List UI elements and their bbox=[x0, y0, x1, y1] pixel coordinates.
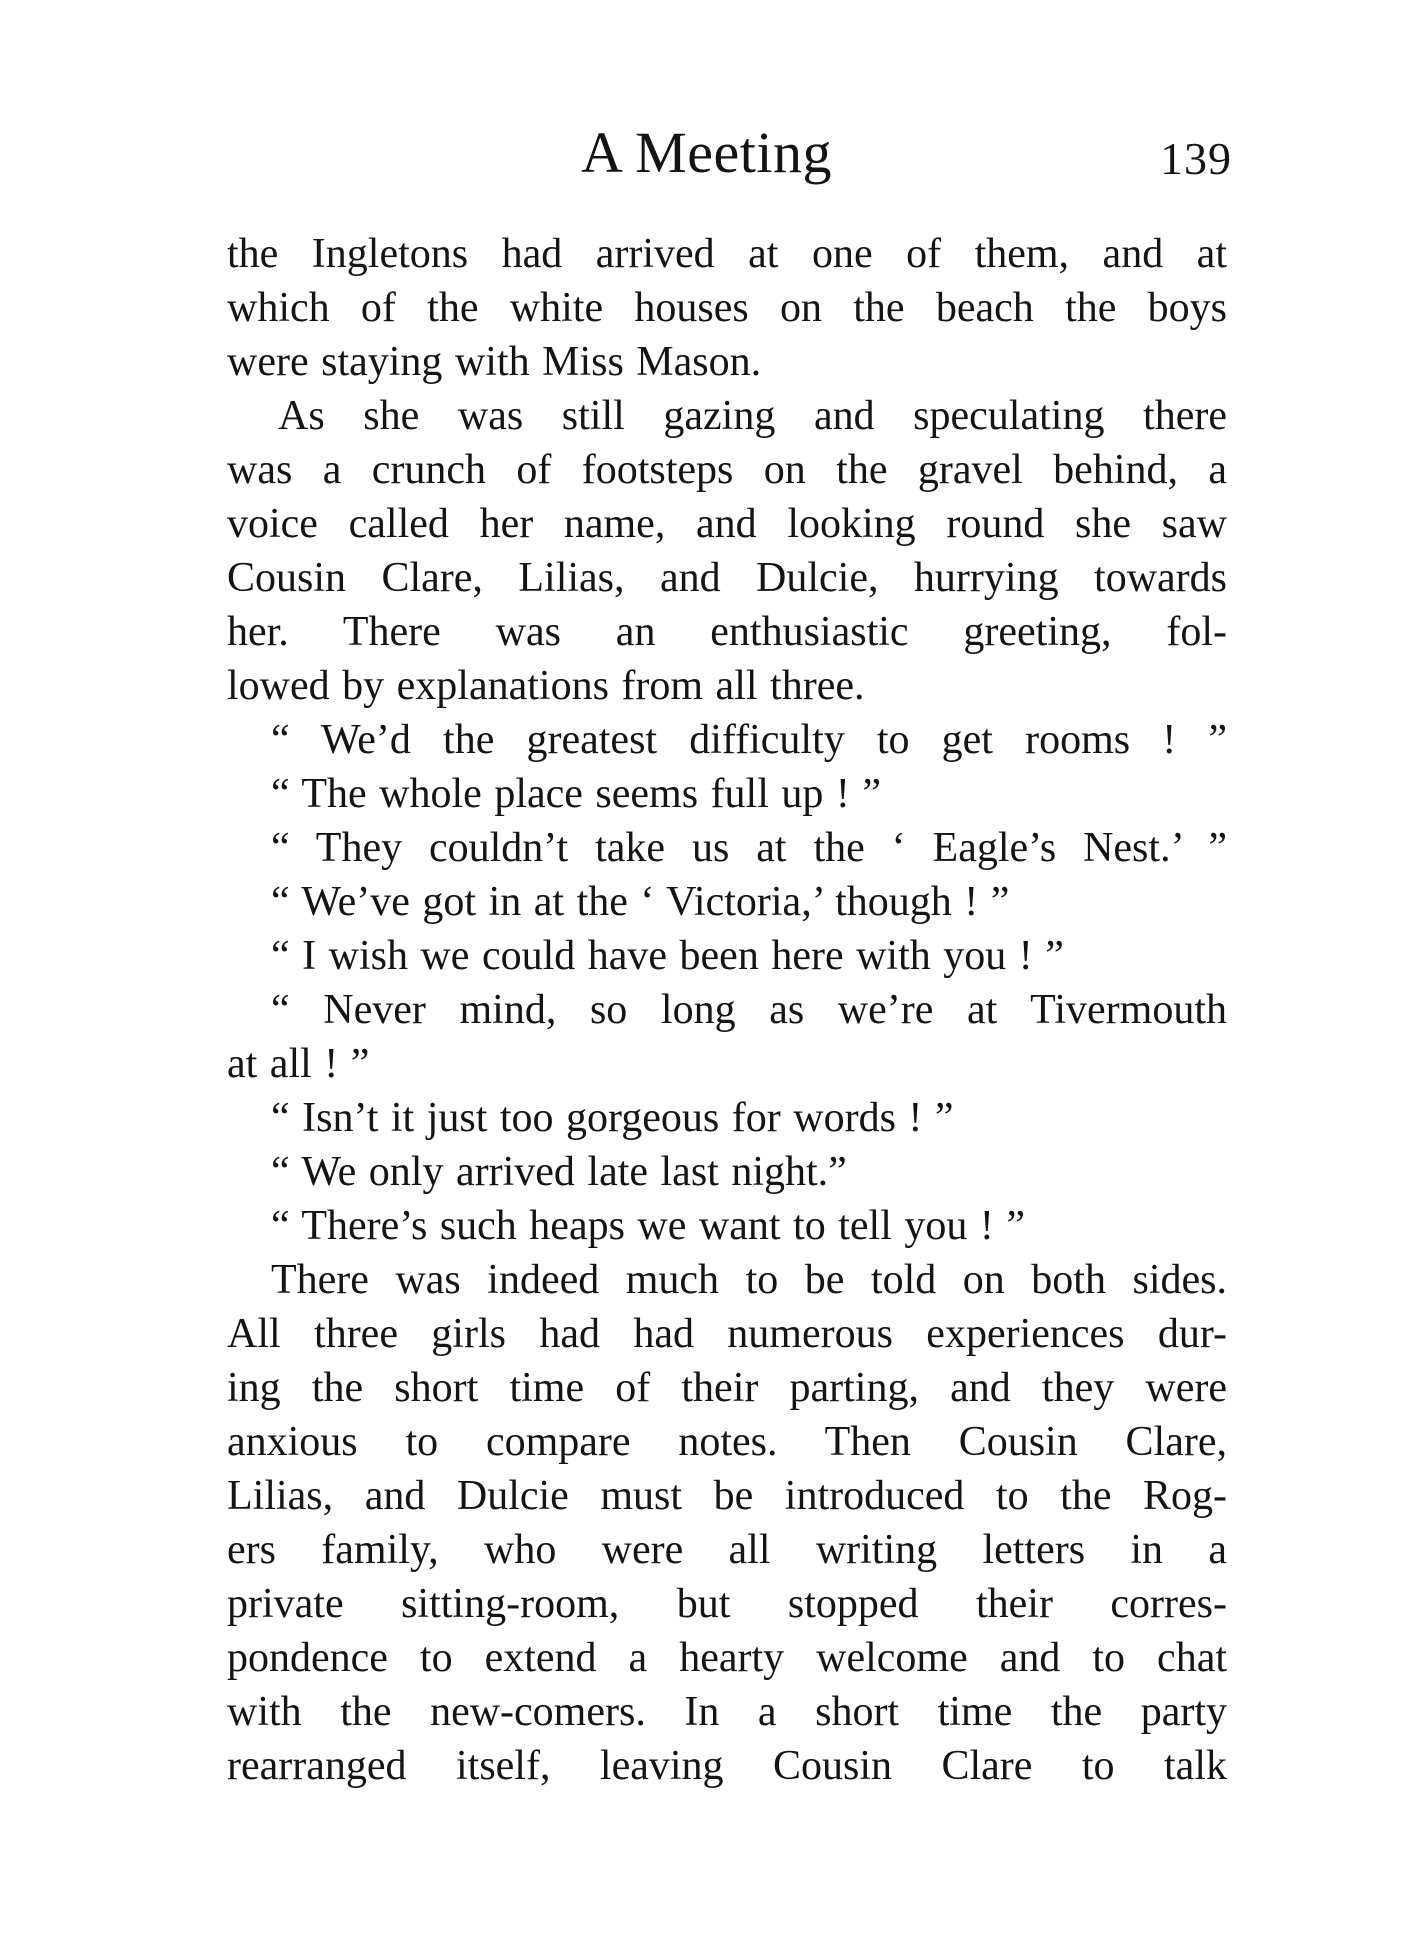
text-line: lowed by explanations from all three. bbox=[227, 663, 865, 709]
text-line: ing the short time of their parting, and they were bbox=[227, 1365, 1227, 1411]
text-line: with the new-comers. In a short time the party bbox=[227, 1689, 1227, 1735]
running-title: A Meeting bbox=[581, 120, 832, 185]
text-line: “ I wish we could have been here with you ! ” bbox=[271, 933, 1064, 979]
text-line: voice called her name, and looking round she saw bbox=[227, 501, 1227, 547]
text-line: anxious to compare notes. Then Cousin Clare, bbox=[227, 1419, 1227, 1465]
text-line: “ They couldn’t take us at the ‘ Eagle’s Nest.’ ” bbox=[271, 825, 1227, 871]
page-header bbox=[0, 118, 1407, 188]
text-line: ers family, who were all writing letters in a bbox=[227, 1527, 1227, 1573]
text-line: “ Isn’t it just too gorgeous for words ! ” bbox=[271, 1095, 954, 1141]
text-line: Lilias, and Dulcie must be introduced to the Rog- bbox=[227, 1473, 1227, 1519]
text-line: “ Never mind, so long as we’re at Tivermouth bbox=[271, 987, 1227, 1033]
text-line: “ We’d the greatest difficulty to get rooms ! ” bbox=[271, 717, 1227, 763]
text-line: pondence to extend a hearty welcome and to chat bbox=[227, 1635, 1227, 1681]
text-line: were staying with Miss Mason. bbox=[227, 339, 762, 385]
text-line: All three girls had had numerous experiences dur- bbox=[227, 1311, 1227, 1357]
page-number: 139 bbox=[1160, 133, 1232, 184]
text-line: Cousin Clare, Lilias, and Dulcie, hurrying towards bbox=[227, 555, 1227, 601]
text-line: As she was still gazing and speculating there bbox=[278, 393, 1227, 439]
text-line: “ The whole place seems full up ! ” bbox=[271, 771, 882, 817]
text-line: at all ! ” bbox=[227, 1041, 370, 1087]
text-line: which of the white houses on the beach the boys bbox=[227, 285, 1227, 331]
text-line: rearranged itself, leaving Cousin Clare to talk bbox=[227, 1743, 1227, 1789]
text-line: “ We only arrived late last night.” bbox=[271, 1149, 847, 1195]
text-line: her. There was an enthusiastic greeting, fol- bbox=[227, 609, 1227, 655]
text-line: There was indeed much to be told on both sides. bbox=[271, 1257, 1227, 1303]
text-line: was a crunch of footsteps on the gravel behind, a bbox=[227, 447, 1227, 493]
text-line: the Ingletons had arrived at one of them, and at bbox=[227, 231, 1227, 277]
text-line: “ We’ve got in at the ‘ Victoria,’ though ! ” bbox=[271, 879, 1010, 925]
text-line: private sitting-room, but stopped their corres- bbox=[227, 1581, 1227, 1627]
text-line: “ There’s such heaps we want to tell you ! ” bbox=[271, 1203, 1025, 1249]
